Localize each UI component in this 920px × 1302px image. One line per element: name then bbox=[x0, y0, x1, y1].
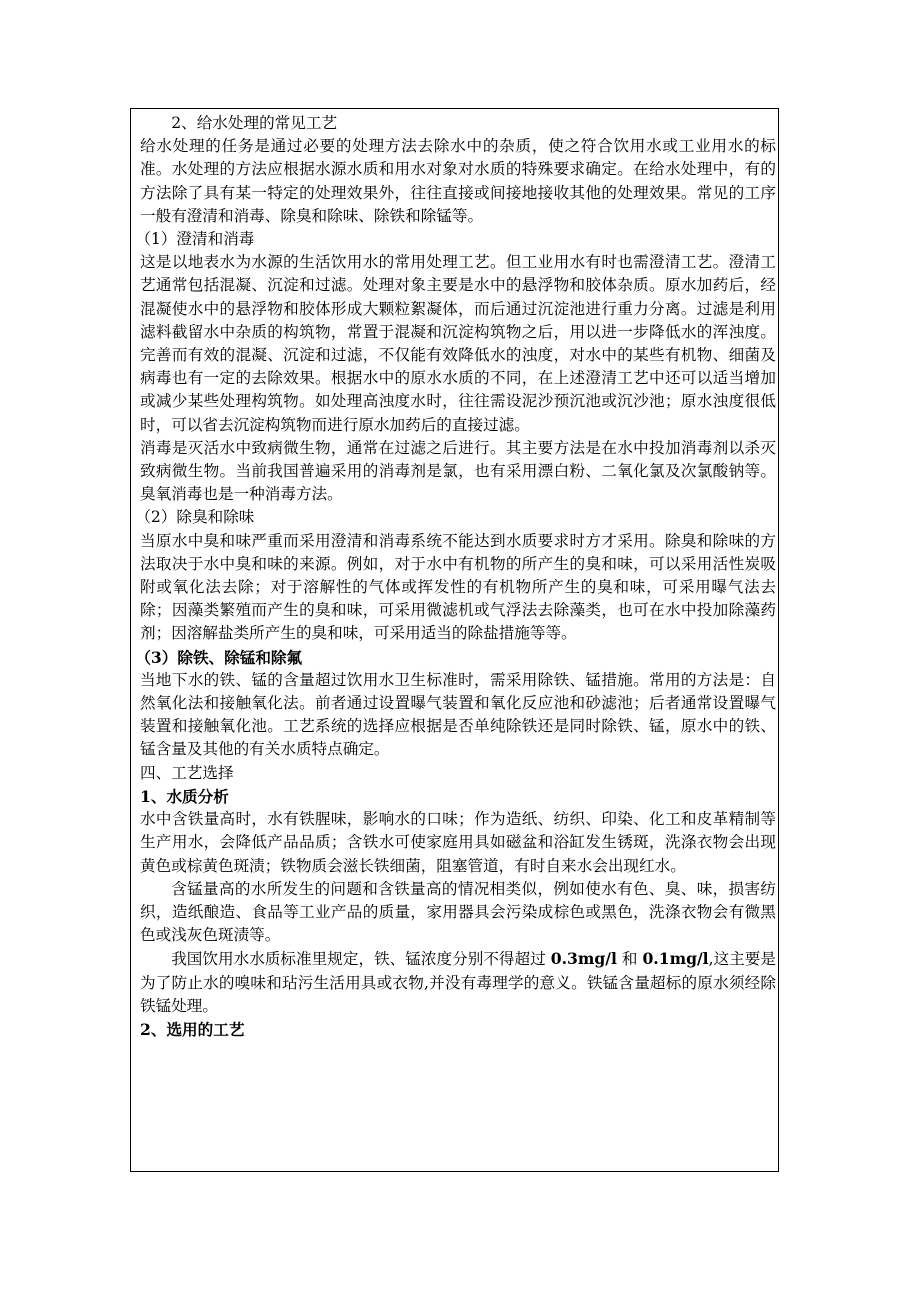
subsection-2-paragraph: 当原水中臭和味严重而采用澄清和消毒系统不能达到水质要求时方才采用。除臭和除味的方法取决于水中臭和味的来源。例如，对于水中有机物的所产生的臭和味，可以采用活性炭吸附或氧化法去除；对于溶解性的气体或挥发性的有机物所产生的臭和味，可采用曝气法去除；因藻类繁殖而产生的臭和味，可采用微滤机或气浮法去除藻类，也可在水中投加除藻药剂；因溶解盐类所产生的臭和味，可采用适当的除盐措施等等。 bbox=[140, 531, 776, 643]
section-4-1-title: 1、水质分析 bbox=[140, 786, 229, 806]
subsection-3-title: （3）除铁、除锰和除氟 bbox=[135, 647, 303, 667]
para3-text-c: 和 bbox=[616, 950, 643, 969]
intro-paragraph: 给水处理的任务是通过必要的处理方法去除水中的杂质，使之符合饮用水或工业用水的标准。水处理的方法应根据水源水质和用水对象对水质的特殊要求确定。在给水处理中，有的方法除了具有某一特定的处理效果外，往往直接或间接地接收其他的处理效果。常见的工序一般有澄清和消毒、除臭和除味、除铁和除锰等。 bbox=[140, 137, 776, 225]
section-4-title: 四、工艺选择 bbox=[140, 763, 234, 782]
subsection-1-paragraph-1: 这是以地表水为水源的生活饮用水的常用处理工艺。但工业用水有时也需澄清工艺。澄清工艺通常包括混凝、沉淀和过滤。处理对象主要是水中的悬浮物和胶体杂质。原水加药后，经混凝使水中的悬浮物和胶体形成大颗粒絮凝体，而后通过沉淀池进行重力分离。过滤是利用滤料截留水中杂质的构筑物，常置于混凝和沉淀构筑物之后，用以进一步降低水的浑浊度。完善而有效的混凝、沉淀和过滤，不仅能有效降低水的浊度，对水中的某些有机物、细菌及病毒也有一定的去除效果。根据水中的原水水质的不同，在上述澄清工艺中还可以适当增加或减少某些处理构筑物。如处理高浊度水时，往往需设泥沙预沉池或沉沙池；原水浊度很低时，可以省去沉淀构筑物而进行原水加药后的直接过滤。 bbox=[140, 253, 776, 434]
section-2-title: 2、给水处理的常见工艺 bbox=[171, 114, 338, 132]
subsection-1-paragraph-2: 消毒是灭活水中致病微生物，通常在过滤之后进行。其主要方法是在水中投加消毒剂以杀灭致病微生物。当前我国普遍采用的消毒剂是氯，也有采用漂白粉、二氧化氯及次氯酸钠等。臭氧消毒也是一种消毒方法。 bbox=[140, 438, 776, 504]
section-4-1-paragraph-1: 水中含铁量高时，水有铁腥味，影响水的口味；作为造纸、纺织、印染、化工和皮革精制等生产用水，会降低产品品质；含铁水可使家庭用具如磁盆和浴缸发生锈斑，洗涤衣物会出现黄色或棕黄色斑渍；铁物质会滋长铁细菌，阻塞管道，有时自来水会出现红水。 bbox=[140, 810, 776, 875]
subsection-1-title: （1）澄清和消毒 bbox=[135, 230, 255, 249]
para3-text-e: ,这主要是为了防止水的嗅味和玷污生活用具或衣物,并没有毒理学的意义。铁锰含量超标的原水须经除铁锰处理。 bbox=[140, 950, 776, 1015]
section-4-1-paragraph-2: 含锰量高的水所发生的问题和含铁量高的情况相类似，例如使水有色、臭、味，损害纺织，造纸酿造、食品等工业产品的质量，家用器具会污染成棕色或黑色，洗涤衣物会有微黑色或浅灰色斑渍等。 bbox=[140, 879, 776, 945]
para3-text-a: 我国饮用水水质标准里规定，铁、锰浓度分别不得超过 bbox=[171, 950, 551, 969]
manganese-limit-value: 0.1mg/l bbox=[642, 949, 709, 969]
subsection-3-paragraph: 当地下水的铁、锰的含量超过饮用水卫生标准时，需采用除铁、锰措施。常用的方法是：自然氧化法和接触氧化法。前者通过设置曝气装置和氧化反应池和砂滤池；后者通常设置曝气装置和接触氧化池。工艺系统的选择应根据是否单纯除铁还是同时除铁、锰，原水中的铁、锰含量及其他的有关水质特点确定。 bbox=[140, 670, 776, 759]
document-body bbox=[135, 112, 776, 1041]
subsection-2-title: （2）除臭和除味 bbox=[135, 508, 255, 527]
section-4-2-title: 2、选用的工艺 bbox=[140, 1019, 245, 1039]
section-4-1-paragraph-3 bbox=[140, 947, 776, 1018]
iron-limit-value: 0.3mg/l bbox=[550, 949, 617, 969]
